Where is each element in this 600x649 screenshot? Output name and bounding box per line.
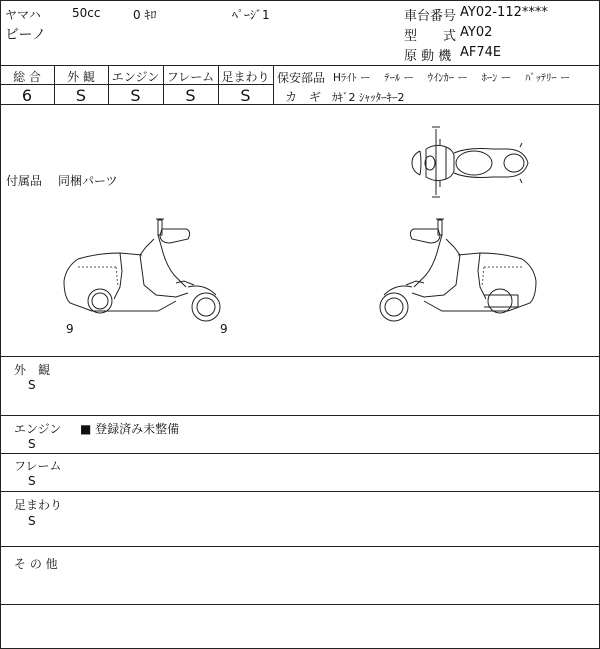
section-divider (0, 491, 600, 492)
engine-type-label: 原 動 機 (404, 49, 452, 64)
grade-col-divider (273, 65, 274, 104)
maker: ヤマハ (5, 8, 41, 22)
grade-header-exterior: 外 観 (67, 70, 95, 84)
mileage: 0 ｷﾛ (133, 8, 157, 22)
border-top (0, 0, 600, 1)
accessories-label: 付属品 (6, 174, 43, 188)
grade-header-engine: エンジン (111, 70, 160, 84)
grade-suspension: S (240, 86, 251, 105)
key-label: カ ギ (285, 90, 322, 104)
header-divider (0, 65, 600, 66)
model-name: ビーノ (5, 27, 47, 43)
safety-parts-label: 保安部品 (277, 71, 326, 85)
front-tire-remaining: 9 (66, 322, 74, 336)
diagram-bottom-divider (0, 356, 600, 357)
section-divider (0, 604, 600, 605)
grade-overall: 6 (21, 86, 33, 105)
other-section-label: そ の 他 (14, 557, 58, 571)
grade-header-overall: 総 合 (13, 70, 41, 84)
grade-exterior: S (75, 86, 87, 105)
accessories-value: 同梱パーツ (58, 174, 118, 188)
frame-number: AY02-112**** (460, 5, 548, 20)
type-value: AY02 (460, 25, 493, 40)
section-divider (0, 546, 600, 547)
section-divider (0, 453, 600, 454)
scooter-left-view (58, 215, 228, 325)
grade-header-frame: フレーム (166, 70, 215, 84)
engine-section-note: ■ 登録済み未整備 (80, 422, 180, 436)
exterior-section-grade: S (28, 378, 36, 392)
displacement: 50cc (72, 6, 101, 20)
scooter-right-view (372, 215, 542, 325)
suspension-section-label: 足まわり (14, 498, 63, 512)
scooter-top-view (406, 125, 536, 205)
page-number: ﾍﾟｰｼﾞ1 (232, 8, 270, 22)
section-divider (0, 415, 600, 416)
grade-frame: S (185, 86, 196, 105)
safety-parts-items: Hﾗｲﾄ ー ﾃｰﾙ ー ｳｲﾝｶｰ ー ﾎｰﾝ ー ﾊﾞｯﾃﾘｰ ー (333, 72, 571, 84)
engine-section-label: エンジン (14, 422, 62, 436)
engine-section-grade: S (28, 437, 36, 451)
key-value: ｶｷﾞ2 ｼｬｯﾀｰｷｰ2 (332, 91, 405, 104)
frame-section-label: フレーム (14, 459, 62, 473)
grade-engine: S (130, 86, 141, 105)
exterior-section-label: 外 観 (14, 363, 51, 377)
engine-type-value: AF74E (460, 45, 502, 60)
grade-header-suspension: 足まわり (221, 70, 270, 84)
frame-section-grade: S (28, 474, 36, 488)
frame-number-label: 車台番号 (404, 9, 457, 24)
rear-tire-remaining: 9 (220, 322, 228, 336)
suspension-section-grade: S (28, 514, 36, 528)
type-label: 型 式 (404, 29, 457, 44)
